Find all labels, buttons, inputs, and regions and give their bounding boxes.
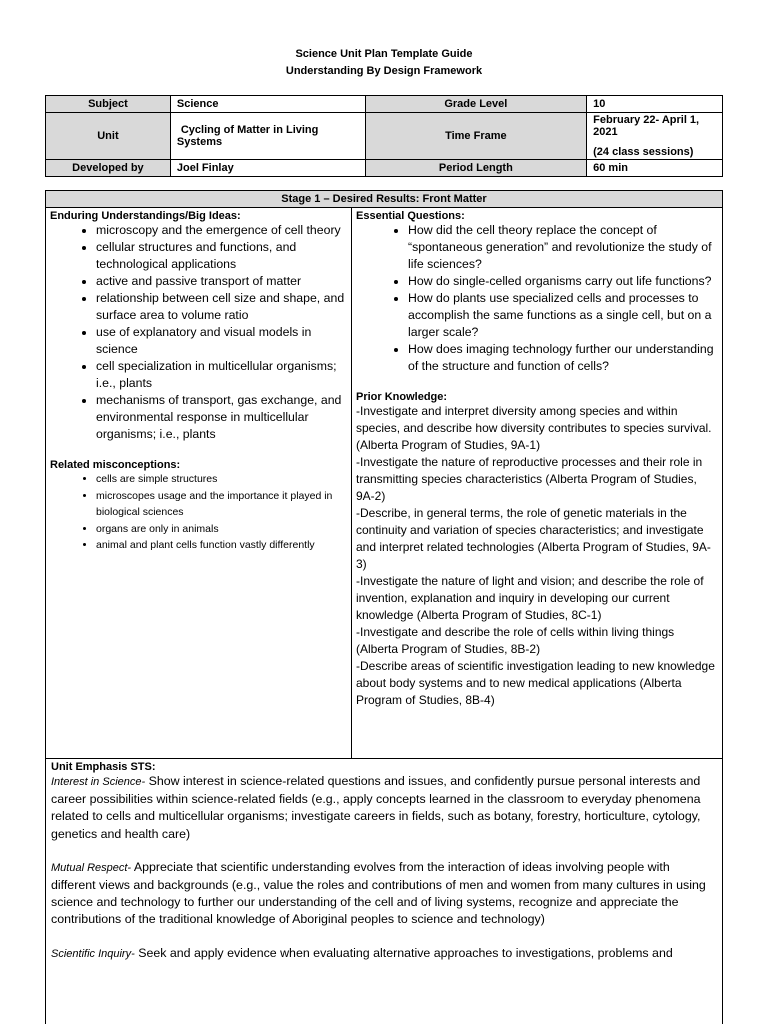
document-title: Science Unit Plan Template Guide xyxy=(295,48,473,60)
list-item: • How do plants use specialized cells and processes to accomplish the same functions as a single cell, but on a larger scale? xyxy=(408,290,718,341)
unit-value-line1: Cycling of Matter in Living xyxy=(180,124,319,136)
unit-label: Unit xyxy=(46,113,171,160)
list-item: • How did the cell theory replace the concept of “spontaneous generation” and revolutionize the study of life sciences? xyxy=(408,222,718,273)
interest-paragraph xyxy=(51,773,717,843)
list-item: • animal and plant cells function vastly differently xyxy=(96,537,347,554)
unit-value xyxy=(170,113,365,160)
period-length-value: 60 min xyxy=(587,160,723,177)
time-frame-sessions: (24 class sessions) xyxy=(593,146,694,158)
developed-by-value: Joel Finlay xyxy=(170,160,365,177)
prior-knowledge-heading: Prior Knowledge: xyxy=(356,391,448,403)
prior-knowledge-item: -Investigate and describe the role of cells within living things (Alberta Program of Studies, 8B-2) xyxy=(356,625,675,656)
prior-knowledge-item: -Investigate the nature of reproductive processes and their role in transmitting species characteristics (Alberta Program of Studies, 9A-2) xyxy=(356,455,703,503)
list-item: • How does imaging technology further our understanding of the structure and function of cells? xyxy=(408,341,718,375)
inquiry-paragraph xyxy=(51,945,717,963)
list-item: • active and passive transport of matter xyxy=(96,273,347,290)
prior-knowledge-item: -Investigate and interpret diversity among species and within species, and describe how diversity contributes to species survival. (Alberta Program of Studies, 9A-1) xyxy=(356,404,712,452)
period-length-label: Period Length xyxy=(365,160,587,177)
list-item: • cell specialization in multicellular organisms; i.e., plants xyxy=(96,358,347,392)
time-frame-dates: February 22- April 1, 2021 xyxy=(593,114,700,138)
list-item: • relationship between cell size and shape, and surface area to volume ratio xyxy=(96,290,347,324)
grade-value: 10 xyxy=(587,96,723,113)
time-frame-value xyxy=(587,113,723,160)
document-subtitle: Understanding By Design Framework xyxy=(285,65,483,77)
unit-emphasis-section xyxy=(45,757,723,1024)
subject-label: Subject xyxy=(46,96,171,113)
list-item: • cellular structures and functions, and technological applications xyxy=(96,239,347,273)
essential-questions-heading: Essential Questions: xyxy=(356,210,465,222)
stage1-heading: Stage 1 – Desired Results: Front Matter xyxy=(45,190,723,208)
unit-info-table xyxy=(45,95,723,177)
enduring-list xyxy=(50,222,347,443)
list-item: • use of explanatory and visual models in science xyxy=(96,324,347,358)
subject-value: Science xyxy=(170,96,365,113)
list-item: • microscopy and the emergence of cell theory xyxy=(96,222,347,239)
time-frame-label: Time Frame xyxy=(365,113,587,160)
list-item: • organs are only in animals xyxy=(96,521,347,538)
interest-label: Interest in Science- xyxy=(51,776,146,788)
list-item: • cells are simple structures xyxy=(96,471,347,488)
stage1-section xyxy=(45,190,723,759)
respect-label: Mutual Respect- xyxy=(51,861,132,874)
misconceptions-list xyxy=(50,471,347,554)
respect-text: Appreciate that scientific understanding evolves from the interaction of ideas involving people with different views and backgrounds (e.g., value the roles and contributions of men and women from many cultures in using science and technology to further our understanding of the cell and of living systems, recognize and appreciate the contributions of the traditional knowledge of Aboriginal peoples to science and technology) xyxy=(51,859,706,927)
respect-paragraph xyxy=(51,859,717,929)
interest-text: Show interest in science-related questions and issues, and confidently pursue personal interests and career possibilities within science-related fields (e.g., apply concepts learned in the classroom to everyday phenomena related to cells and multicellular organisms; investigate careers in fields, such as botany, forestry, horticulture, cytology, genetics and health care) xyxy=(51,774,701,841)
stage1-right-column xyxy=(352,208,722,758)
stage1-left-column xyxy=(46,208,352,758)
list-item: • mechanisms of transport, gas exchange, and environmental response in multicellular organisms; i.e., plants xyxy=(96,392,347,443)
inquiry-label: Scientific Inquiry- xyxy=(51,947,135,960)
list-item: • How do single-celled organisms carry out life functions? xyxy=(408,273,718,290)
prior-knowledge-item: -Describe, in general terms, the role of genetic materials in the continuity and variation of species characteristics; and investigate and interpret related technologies (Alberta Program of Studies, 9A-3) xyxy=(356,506,711,571)
prior-knowledge-item: -Describe areas of scientific investigation leading to new knowledge about body systems and to new medical applications (Alberta Program of Studies, 8B-4) xyxy=(356,659,715,707)
misconceptions-heading: Related misconceptions: xyxy=(50,459,181,471)
inquiry-text: Seek and apply evidence when evaluating alternative approaches to investigations, problems and xyxy=(134,945,673,960)
unit-value-line2: Systems xyxy=(176,136,223,148)
essential-questions-list xyxy=(356,222,718,375)
prior-knowledge-item: -Investigate the nature of light and vision; and describe the role of invention, explanation and inquiry in developing our current knowledge (Alberta Program of Studies, 8C-1) xyxy=(356,574,704,622)
developed-by-label: Developed by xyxy=(46,160,171,177)
grade-label: Grade Level xyxy=(365,96,587,113)
unit-emphasis-heading: Unit Emphasis STS: xyxy=(51,761,156,773)
enduring-heading: Enduring Understandings/Big Ideas: xyxy=(50,210,241,222)
list-item: • microscopes usage and the importance it played in biological sciences xyxy=(96,488,347,521)
